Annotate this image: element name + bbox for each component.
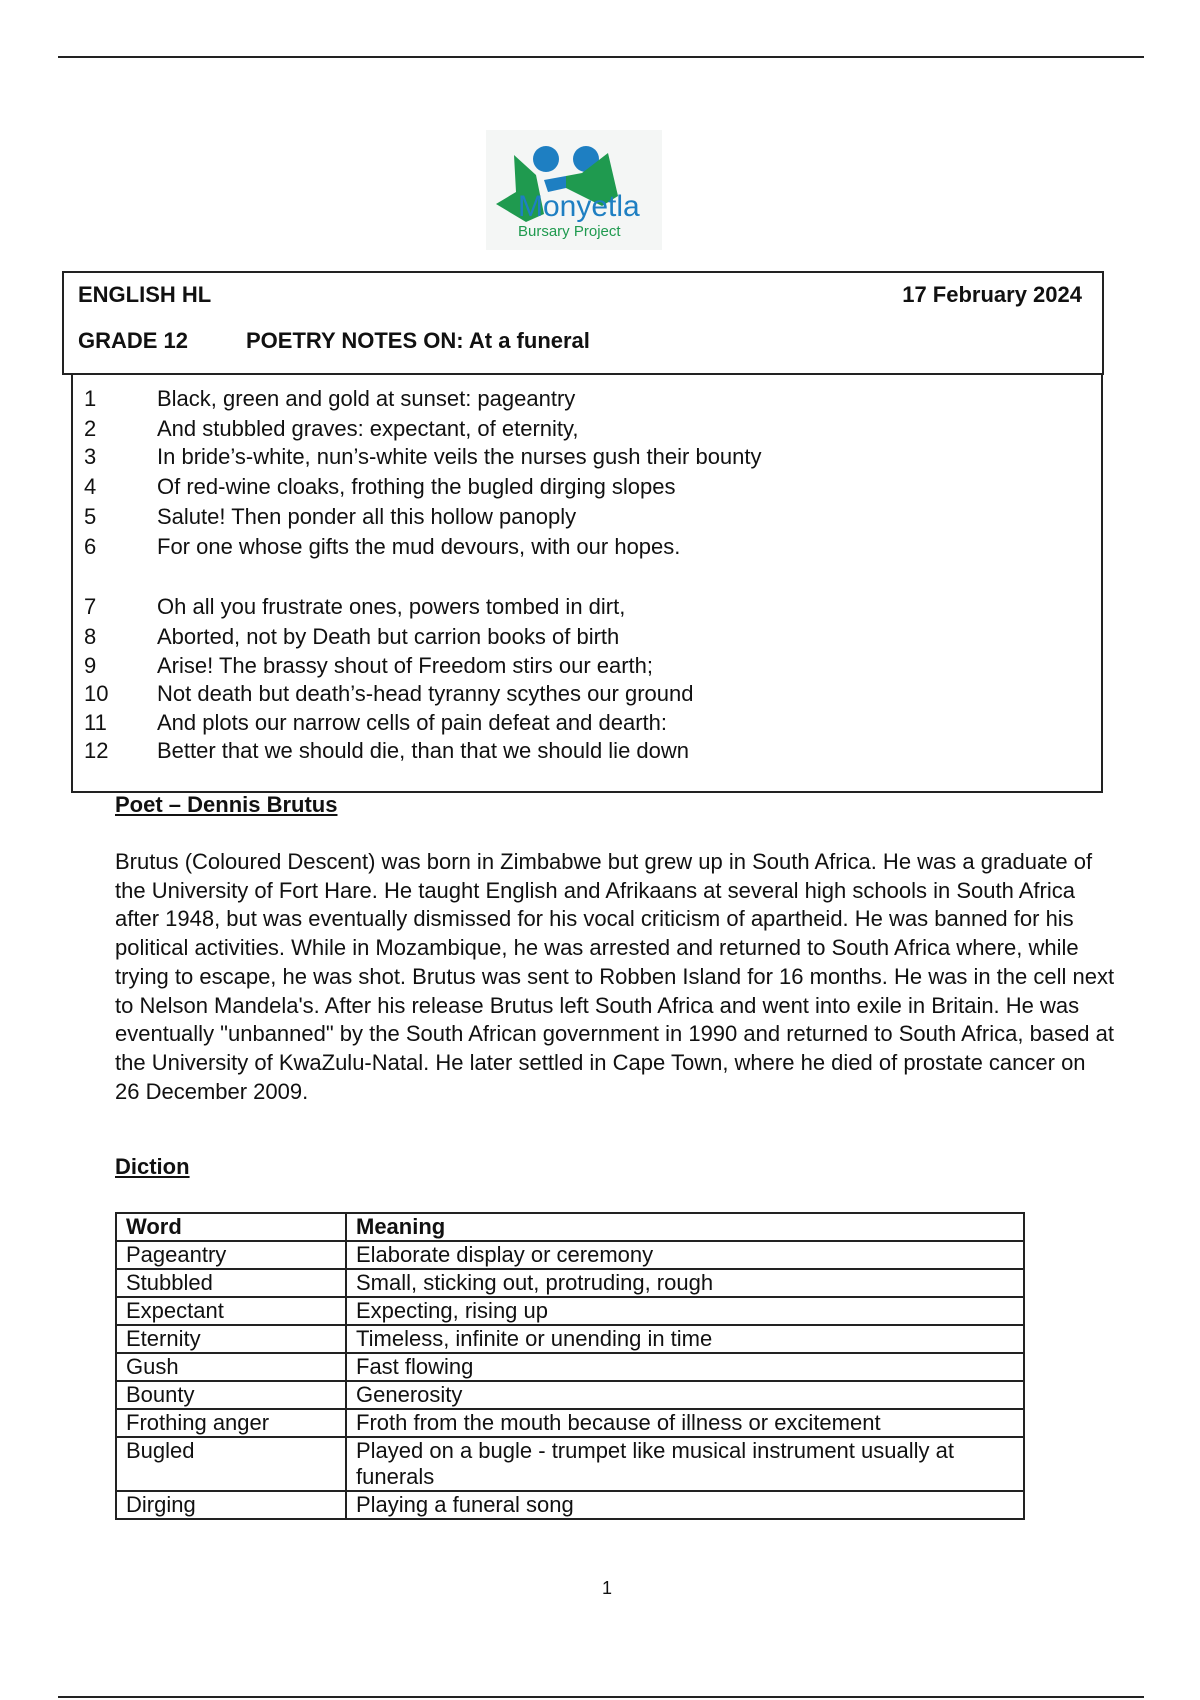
poet-biography: Brutus (Coloured Descent) was born in Zimbabwe but grew up in South Africa. He was a graduate of the University of Fort Hare. He taught English and Afrikaans at several high schools in South Africa after 1948, but was eventually dismissed for his vocal criticism of apartheid. He was banned for his political activities. While in Mozambique, he was arrested and returned to South Africa where, while trying to escape, he was shot. Brutus was sent to Robben Island for 16 months. He was in the cell next to Nelson Mandela's. After his release Brutus left South Africa and went into exile in Britain. He was eventually "unbanned" by the South African government in 1990 and returned to South Africa, based at the University of KwaZulu-Natal. He later settled in Cape Town, where he died of prostate cancer on 26 December 2009. xyxy=(115,849,1115,1104)
logo-name-text: Monyetla xyxy=(518,190,640,223)
word-cell: Bounty xyxy=(116,1381,346,1409)
line-number: 4 xyxy=(84,474,97,499)
word-cell: Eternity xyxy=(116,1325,346,1353)
word-cell: Stubbled xyxy=(116,1269,346,1297)
subject-label: ENGLISH HL xyxy=(78,282,212,307)
column-header-word: Word xyxy=(116,1213,346,1241)
line-text: And stubbled graves: expectant, of eternity, xyxy=(157,416,579,441)
word-cell: Frothing anger xyxy=(116,1409,346,1437)
column-header-meaning: Meaning xyxy=(346,1213,1024,1241)
line-number: 3 xyxy=(84,444,97,469)
table-row xyxy=(116,1381,1024,1409)
line-number: 2 xyxy=(84,416,97,441)
document-header xyxy=(62,271,1104,375)
meaning-cell: Played on a bugle - trumpet like musical instrument usually at funerals xyxy=(346,1437,1024,1491)
table-row xyxy=(116,1325,1024,1353)
top-rule xyxy=(58,56,1144,58)
table-row xyxy=(116,1409,1024,1437)
poem-box xyxy=(71,375,1103,793)
line-number: 12 xyxy=(84,738,109,763)
table-row xyxy=(116,1241,1024,1269)
line-text: In bride’s-white, nun’s-white veils the nurses gush their bounty xyxy=(157,444,762,469)
meaning-cell: Froth from the mouth because of illness or excitement xyxy=(346,1409,1024,1437)
grade-label: GRADE 12 xyxy=(78,328,189,353)
word-cell: Dirging xyxy=(116,1491,346,1519)
line-text: Of red-wine cloaks, frothing the bugled dirging slopes xyxy=(157,474,676,499)
line-text: And plots our narrow cells of pain defeat and dearth: xyxy=(157,710,667,735)
word-cell: Bugled xyxy=(116,1437,346,1491)
document-date: 17 February 2024 xyxy=(902,282,1082,307)
meaning-cell: Small, sticking out, protruding, rough xyxy=(346,1269,1024,1297)
table-row xyxy=(116,1353,1024,1381)
logo-subtitle-text: Bursary Project xyxy=(518,223,621,240)
line-text: Oh all you frustrate ones, powers tombed in dirt, xyxy=(157,594,626,619)
line-number: 7 xyxy=(84,594,97,619)
line-text: Not death but death’s-head tyranny scythes our ground xyxy=(157,681,694,706)
word-cell: Gush xyxy=(116,1353,346,1381)
meaning-cell: Expecting, rising up xyxy=(346,1297,1024,1325)
line-number: 10 xyxy=(84,681,109,706)
word-cell: Pageantry xyxy=(116,1241,346,1269)
poet-heading: Poet – Dennis Brutus xyxy=(115,792,338,817)
table-row xyxy=(116,1269,1024,1297)
line-number: 9 xyxy=(84,653,97,678)
document-title: POETRY NOTES ON: At a funeral xyxy=(246,328,590,353)
table-row xyxy=(116,1437,1024,1491)
diction-table xyxy=(115,1212,1025,1520)
line-text: Salute! Then ponder all this hollow panoply xyxy=(157,504,577,529)
line-text: Aborted, not by Death but carrion books of birth xyxy=(157,624,620,649)
meaning-cell: Generosity xyxy=(346,1381,1024,1409)
meaning-cell: Playing a funeral song xyxy=(346,1491,1024,1519)
line-text: Better that we should die, than that we should lie down xyxy=(157,738,690,763)
bottom-rule xyxy=(58,1696,1144,1698)
diction-heading: Diction xyxy=(115,1154,190,1179)
line-number: 8 xyxy=(84,624,97,649)
line-text: Arise! The brassy shout of Freedom stirs our earth; xyxy=(157,653,654,678)
page-number: 1 xyxy=(601,1578,612,1598)
line-text: For one whose gifts the mud devours, with our hopes. xyxy=(157,534,681,559)
line-number: 11 xyxy=(84,710,107,735)
line-text: Black, green and gold at sunset: pageantry xyxy=(157,386,576,411)
table-row xyxy=(116,1297,1024,1325)
monyetla-logo xyxy=(486,130,662,250)
line-number: 6 xyxy=(84,534,97,559)
meaning-cell: Elaborate display or ceremony xyxy=(346,1241,1024,1269)
table-header-row xyxy=(116,1213,1024,1241)
meaning-cell: Timeless, infinite or unending in time xyxy=(346,1325,1024,1353)
line-number: 1 xyxy=(84,386,97,411)
line-number: 5 xyxy=(84,504,97,529)
table-row xyxy=(116,1491,1024,1519)
meaning-cell: Fast flowing xyxy=(346,1353,1024,1381)
word-cell: Expectant xyxy=(116,1297,346,1325)
